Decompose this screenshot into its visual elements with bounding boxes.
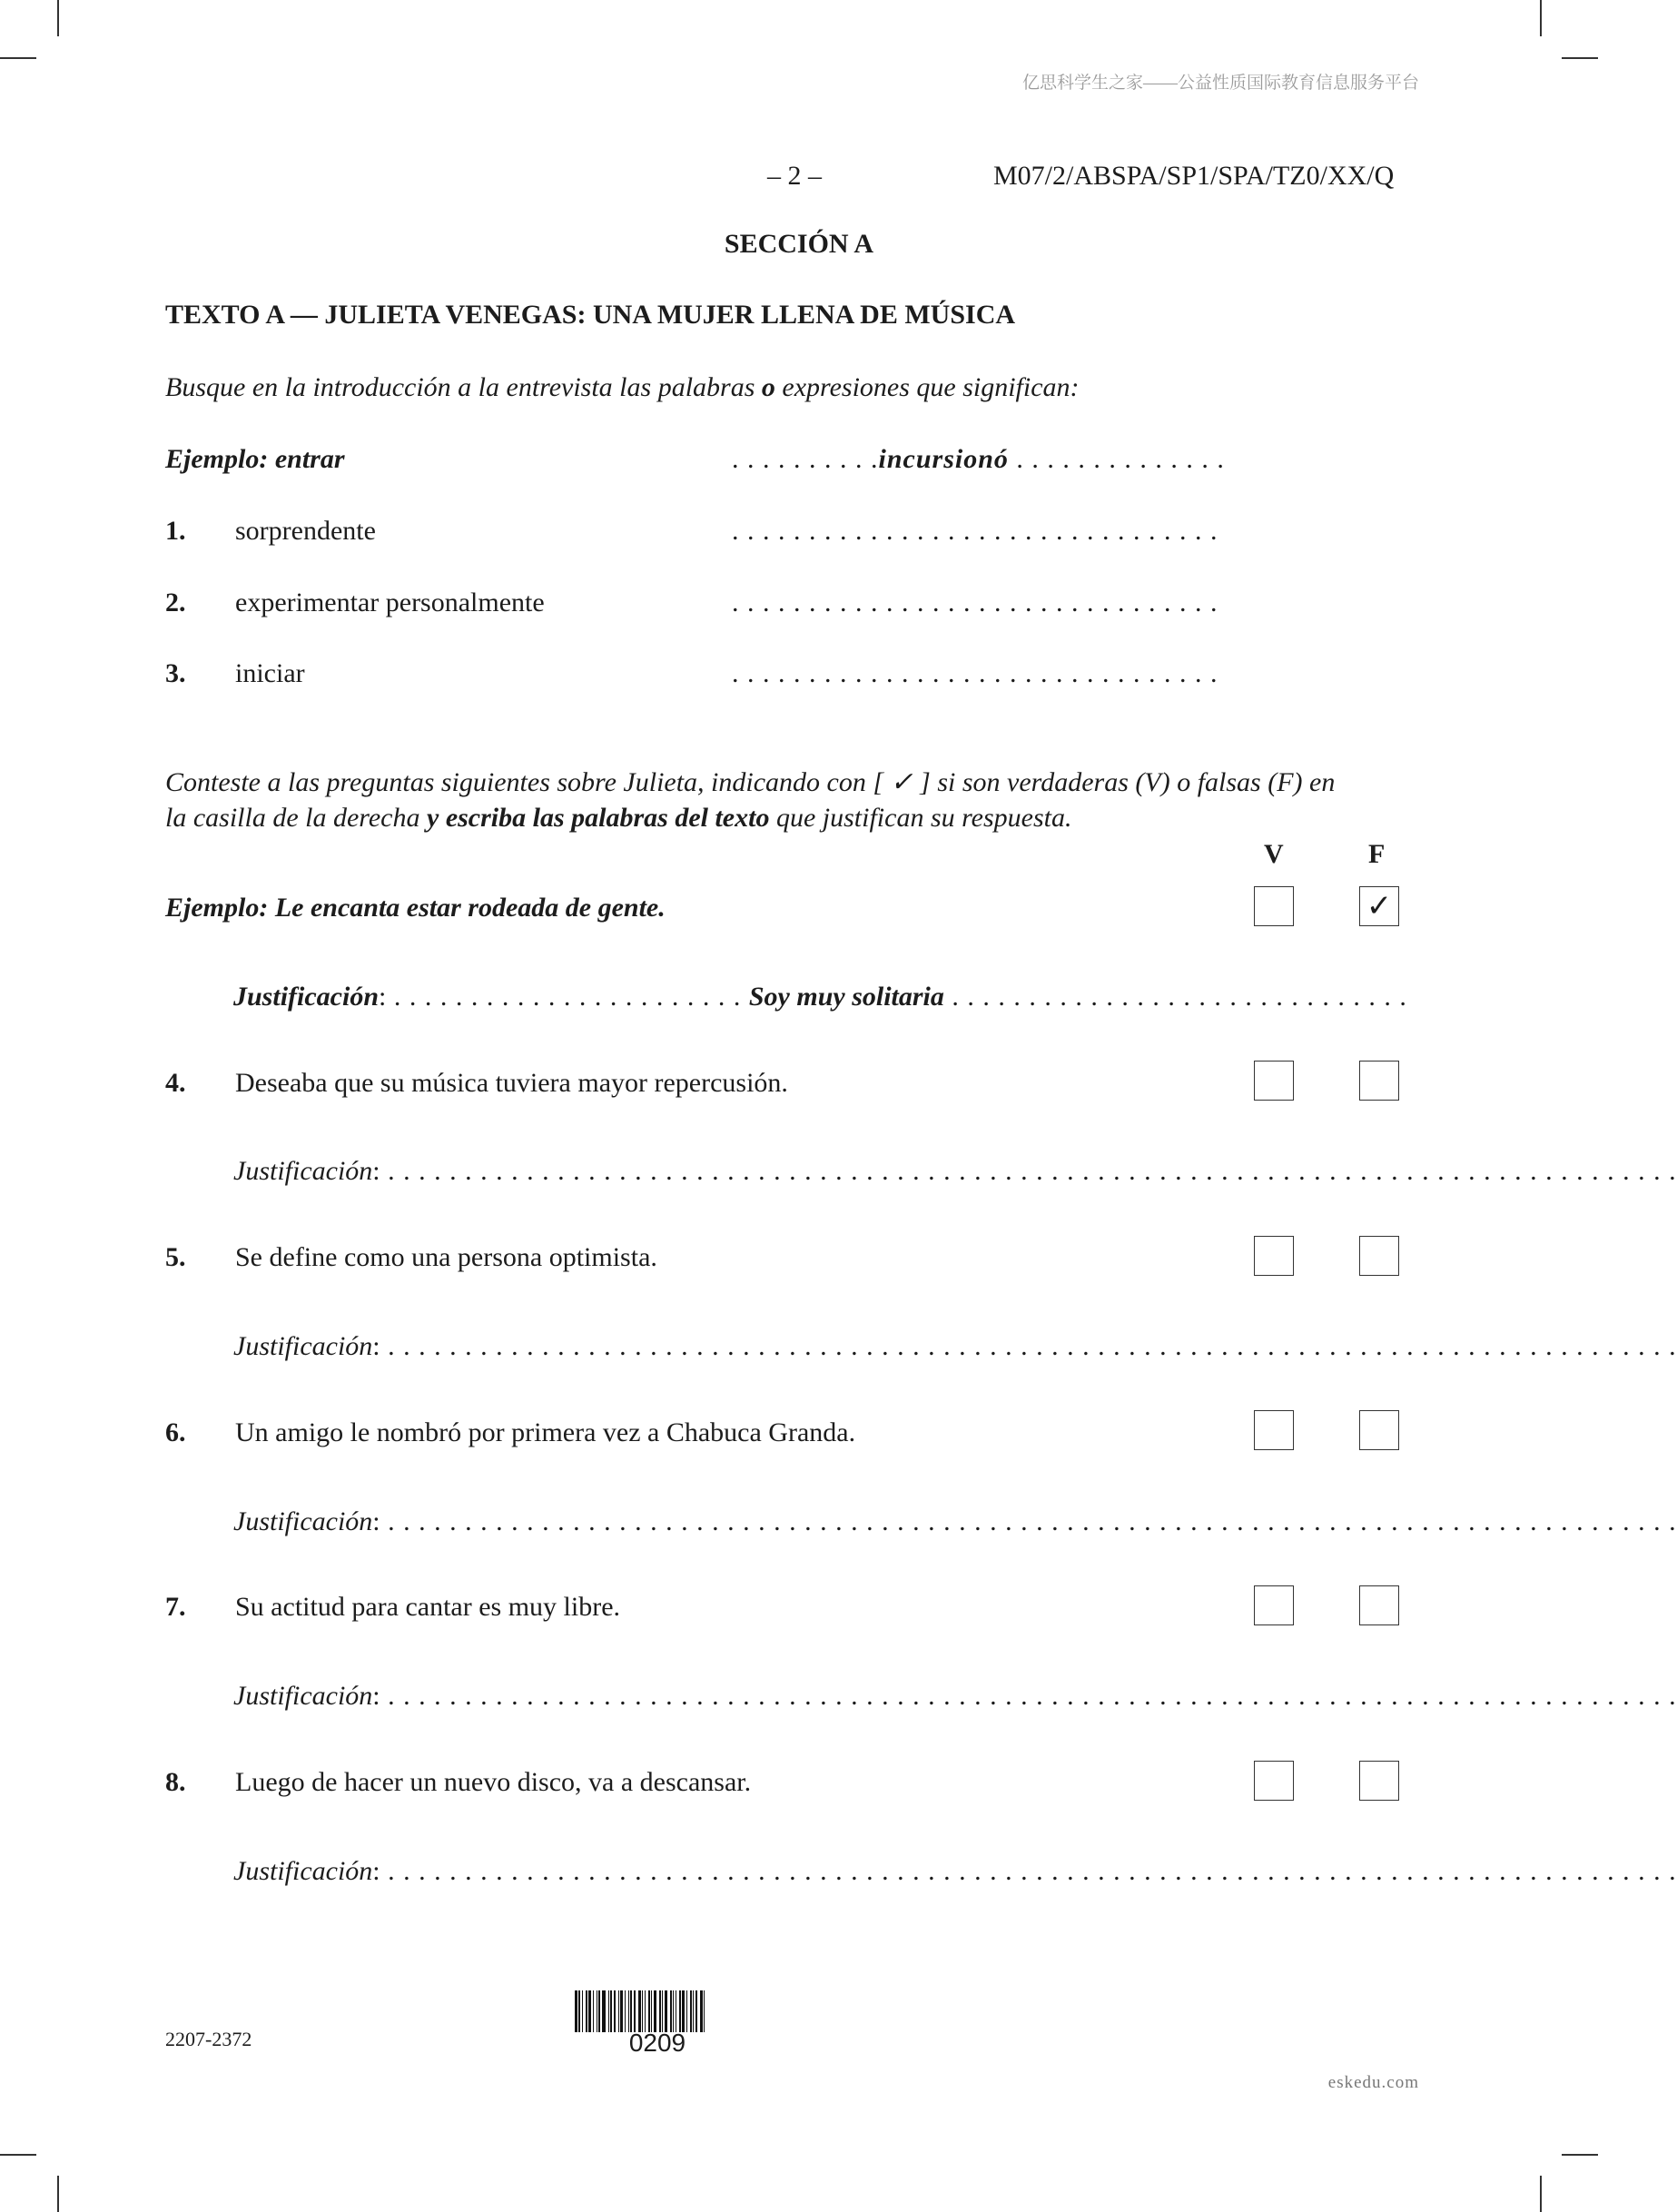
barcode-bar <box>704 1990 705 2032</box>
answer-blank[interactable]: . . . . . . . . . . . . . . . . . . . . . . . . . . . . . . . . <box>732 516 1218 546</box>
barcode-number: 0209 <box>628 2029 686 2057</box>
crop-mark <box>0 57 36 59</box>
justification-line[interactable]: Justificación: . . . . . . . . . . . . . . . . . . . . . . . . . . . . . . . . . . . . . . . . . . . . . . . . . . . . . . . . . . . . . . . . . . . . . . . . . . . . . . . . . . . . <box>233 1681 1677 1711</box>
barcode-bar <box>618 1990 619 2032</box>
crop-mark <box>57 0 59 36</box>
checkbox-false[interactable] <box>1359 1410 1399 1450</box>
barcode-bar <box>690 1990 692 2032</box>
statement: Su actitud para cantar es muy libre. <box>235 1592 621 1622</box>
barcode-bar <box>593 1990 594 2032</box>
barcode-bar <box>648 1990 650 2032</box>
barcode-bar <box>588 1990 591 2032</box>
checkbox-false[interactable] <box>1359 1585 1399 1625</box>
checkbox-true[interactable] <box>1254 1410 1294 1450</box>
barcode-bar <box>679 1990 681 2032</box>
column-header-v: V <box>1264 839 1284 869</box>
barcode-bar <box>625 1990 626 2032</box>
statement: Se define como una persona optimista. <box>235 1242 657 1272</box>
barcode-bar <box>608 1990 609 2032</box>
checkbox-false[interactable] <box>1359 1236 1399 1276</box>
checkbox-false[interactable] <box>1359 1761 1399 1801</box>
barcode-bar <box>673 1990 674 2032</box>
part1-instruction: Busque en la introducción a la entrevista las palabras o expresiones que significan: <box>165 372 1080 402</box>
barcode <box>575 1990 740 2032</box>
checkbox-true[interactable] <box>1254 886 1294 926</box>
barcode-bar <box>628 1990 629 2032</box>
barcode-bar <box>598 1990 600 2032</box>
exam-code: M07/2/ABSPA/SP1/SPA/TZ0/XX/Q <box>993 161 1395 191</box>
barcode-bar <box>638 1990 641 2032</box>
barcode-bar <box>620 1990 623 2032</box>
answer-blank[interactable]: . . . . . . . . . . . . . . . . . . . . . . . . . . . . . . . . <box>732 658 1218 688</box>
item-number: 5. <box>165 1242 186 1272</box>
barcode-bar <box>575 1990 577 2032</box>
item-number: 1. <box>165 516 186 546</box>
item-number: 8. <box>165 1767 186 1797</box>
vocab-word: experimentar personalmente <box>235 588 545 617</box>
barcode-bar <box>614 1990 616 2032</box>
barcode-bar <box>695 1990 697 2032</box>
part1-example-answer: . . . . . . . . . .incursionó . . . . . . . . . . . . . . <box>732 444 1225 474</box>
barcode-bar <box>651 1990 652 2032</box>
vocab-word: iniciar <box>235 658 305 688</box>
item-number: 7. <box>165 1592 186 1622</box>
barcode-bar <box>670 1990 672 2032</box>
barcode-bar <box>686 1990 687 2032</box>
barcode-bar <box>582 1990 583 2032</box>
crop-mark <box>1562 2154 1598 2156</box>
barcode-bar <box>586 1990 587 2032</box>
barcode-bar <box>630 1990 632 2032</box>
barcode-bar <box>682 1990 685 2032</box>
checkbox-true[interactable] <box>1254 1061 1294 1101</box>
barcode-bar <box>693 1990 694 2032</box>
barcode-bar <box>662 1990 663 2032</box>
barcode-bar <box>634 1990 636 2032</box>
crop-mark <box>57 2176 59 2212</box>
checkbox-true[interactable] <box>1254 1761 1294 1801</box>
barcode-bar <box>665 1990 667 2032</box>
part1-example-label: Ejemplo: entrar <box>165 444 345 474</box>
part2-instruction-line2: la casilla de la derecha y escriba las palabras del texto que justifican su respuesta. <box>165 803 1072 833</box>
item-number: 3. <box>165 658 186 688</box>
site-watermark: eskedu.com <box>1327 2073 1419 2092</box>
example-justification: Justificación: . . . . . . . . . . . . . . . . . . . . . . . Soy muy solitaria . . . . . . . . . . . . . . . . . . . . . . . . . . . . . . <box>233 982 1407 1012</box>
checkbox-true[interactable] <box>1254 1585 1294 1625</box>
barcode-bar <box>642 1990 643 2032</box>
item-number: 4. <box>165 1068 186 1098</box>
justification-line[interactable]: Justificación: . . . . . . . . . . . . . . . . . . . . . . . . . . . . . . . . . . . . . . . . . . . . . . . . . . . . . . . . . . . . . . . . . . . . . . . . . . . . . . . . . . . . <box>233 1156 1677 1186</box>
checkbox-false[interactable] <box>1359 1061 1399 1101</box>
barcode-bar <box>645 1990 646 2032</box>
justification-line[interactable]: Justificación: . . . . . . . . . . . . . . . . . . . . . . . . . . . . . . . . . . . . . . . . . . . . . . . . . . . . . . . . . . . . . . . . . . . . . . . . . . . . . . . . . . . . <box>233 1331 1677 1361</box>
answer-blank[interactable]: . . . . . . . . . . . . . . . . . . . . . . . . . . . . . . . . <box>732 588 1218 617</box>
section-title: SECCIÓN A <box>724 229 874 259</box>
statement: Deseaba que su música tuviera mayor repercusión. <box>235 1068 788 1098</box>
item-number: 6. <box>165 1417 186 1447</box>
crop-mark <box>0 2154 36 2156</box>
barcode-bar <box>602 1990 606 2032</box>
barcode-bar <box>700 1990 703 2032</box>
document-number: 2207-2372 <box>165 2028 252 2050</box>
column-header-f: F <box>1368 839 1386 869</box>
crop-mark <box>1540 2176 1542 2212</box>
barcode-bar <box>578 1990 580 2032</box>
statement: Un amigo le nombró por primera vez a Chabuca Granda. <box>235 1417 856 1447</box>
page-number: – 2 – <box>767 161 822 191</box>
barcode-bar <box>659 1990 661 2032</box>
statement: Luego de hacer un nuevo disco, va a descansar. <box>235 1767 752 1797</box>
part2-example-statement: Ejemplo: Le encanta estar rodeada de gente. <box>165 893 666 923</box>
barcode-bar <box>610 1990 612 2032</box>
barcode-bar <box>654 1990 656 2032</box>
crop-mark <box>1562 57 1598 59</box>
checkbox-true[interactable] <box>1254 1236 1294 1276</box>
vocab-word: sorprendente <box>235 516 376 546</box>
item-number: 2. <box>165 588 186 617</box>
justification-line[interactable]: Justificación: . . . . . . . . . . . . . . . . . . . . . . . . . . . . . . . . . . . . . . . . . . . . . . . . . . . . . . . . . . . . . . . . . . . . . . . . . . . . . . . . . . . . <box>233 1506 1677 1536</box>
checkbox-false-checked[interactable]: ✓ <box>1359 886 1399 926</box>
crop-mark <box>1540 0 1542 36</box>
text-title: TEXTO A — JULIETA VENEGAS: UNA MUJER LLENA DE MÚSICA <box>165 300 1016 330</box>
justification-line[interactable]: Justificación: . . . . . . . . . . . . . . . . . . . . . . . . . . . . . . . . . . . . . . . . . . . . . . . . . . . . . . . . . . . . . . . . . . . . . . . . . . . . . . . . . . . . <box>233 1856 1677 1886</box>
watermark: 亿思科学生之家——公益性质国际教育信息服务平台 <box>1021 74 1419 93</box>
part2-instruction-line1: Conteste a las preguntas siguientes sobre Julieta, indicando con [ ✓ ] si son verdaderas (V) o falsas (F) en <box>165 767 1336 797</box>
